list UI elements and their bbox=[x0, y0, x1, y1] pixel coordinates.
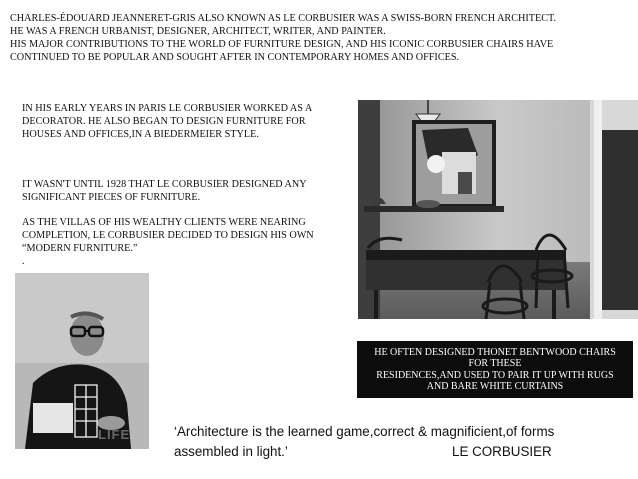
life-logo: LIFE bbox=[98, 427, 131, 442]
significant-furniture-paragraph bbox=[22, 178, 342, 204]
villas-paragraph bbox=[22, 216, 342, 268]
intro-line: CONTINUED TO BE POPULAR AND SOUGHT AFTER IN CONTEMPORARY HOMES AND OFFICES. bbox=[10, 52, 460, 63]
quote-line: ‘Architecture is the learned game,correct & magnificient,of forms bbox=[174, 424, 555, 439]
intro-line: HIS MAJOR CONTRIBUTIONS TO THE WORLD OF FURNITURE DESIGN, AND HIS ICONIC CORBUSIER CHAIRS HAVE bbox=[10, 39, 554, 50]
early-years-paragraph bbox=[22, 102, 342, 141]
portrait-photo bbox=[15, 273, 149, 449]
paragraph-line: IT WASN'T UNTIL 1928 THAT LE CORBUSIER DESIGNED ANY bbox=[22, 179, 307, 190]
paragraph-line: COMPLETION, LE CORBUSIER DECIDED TO DESIGN HIS OWN bbox=[22, 230, 314, 241]
paragraph-line: “MODERN FURNITURE.” bbox=[22, 243, 138, 254]
quote bbox=[174, 422, 624, 462]
quote-author: LE CORBUSIER bbox=[452, 444, 552, 459]
paragraph-line: HOUSES AND OFFICES,IN A BIEDERMEIER STYLE. bbox=[22, 129, 259, 140]
caption-text bbox=[374, 347, 616, 393]
interior-photo-graphic bbox=[358, 100, 638, 319]
caption-line: RESIDENCES,AND USED TO PAIR IT UP WITH RUGS bbox=[376, 369, 614, 381]
interior-photo bbox=[358, 100, 638, 319]
caption-line: FOR THESE bbox=[468, 358, 522, 369]
paragraph-line: IN HIS EARLY YEARS IN PARIS LE CORBUSIER WORKED AS A bbox=[22, 103, 313, 114]
paragraph-line: DECORATOR. HE ALSO BEGAN TO DESIGN FURNITURE FOR bbox=[22, 116, 306, 127]
intro-text bbox=[10, 12, 630, 64]
chairs-caption bbox=[357, 341, 633, 398]
portrait-photo-graphic bbox=[15, 273, 149, 449]
intro-line: HE WAS A FRENCH URBANIST, DESIGNER, ARCHITECT, WRITER, AND PAINTER. bbox=[10, 26, 386, 37]
quote-line: assembled in light.’ bbox=[174, 444, 288, 459]
caption-line: HE OFTEN DESIGNED THONET BENTWOOD CHAIRS bbox=[374, 346, 616, 358]
paragraph-line: SIGNIFICANT PIECES OF FURNITURE. bbox=[22, 192, 201, 203]
paragraph-line: AS THE VILLAS OF HIS WEALTHY CLIENTS WERE NEARING bbox=[22, 217, 306, 228]
intro-line: CHARLES-ÉDOUARD JEANNERET-GRIS ALSO KNOWN AS LE CORBUSIER WAS A SWISS-BORN FRENCH ARCHITECT. bbox=[10, 13, 557, 24]
caption-line: AND BARE WHITE CURTAINS bbox=[426, 381, 564, 392]
paragraph-line: . bbox=[22, 256, 25, 267]
